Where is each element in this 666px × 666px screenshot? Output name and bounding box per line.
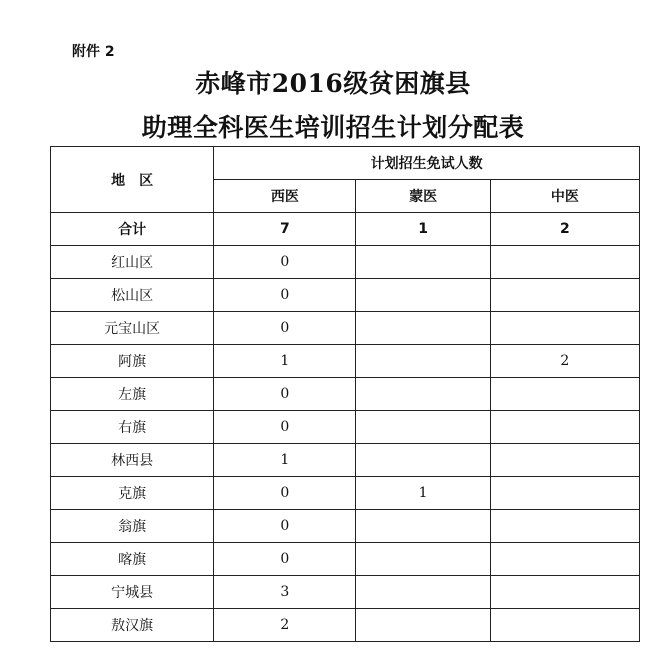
- value-cell: [356, 576, 490, 609]
- value-cell: [490, 576, 639, 609]
- value-cell: 0: [214, 510, 356, 543]
- value-cell: [356, 279, 490, 312]
- document-title-line-1: 赤峰市2016级贫困旗县: [195, 69, 471, 98]
- value-cell: [356, 543, 490, 576]
- value-cell: 1: [356, 477, 490, 510]
- value-cell: [490, 609, 639, 642]
- region-cell: 右旗: [51, 411, 214, 444]
- table-row: [51, 246, 640, 279]
- value-cell: [490, 246, 639, 279]
- value-cell: [356, 378, 490, 411]
- value-cell: 3: [214, 576, 356, 609]
- value-cell: [356, 510, 490, 543]
- column-header-mongolian: 蒙医: [356, 180, 490, 213]
- value-cell: 0: [214, 411, 356, 444]
- value-cell: 0: [214, 477, 356, 510]
- value-cell: [490, 378, 639, 411]
- document-title-line-2: 助理全科医生培训招生计划分配表: [141, 113, 525, 142]
- total-label: 合计: [51, 213, 214, 246]
- attachment-label: 附件 2: [72, 44, 115, 60]
- region-cell: 敖汉旗: [51, 609, 214, 642]
- region-header: 地 区: [51, 147, 214, 213]
- value-cell: [356, 246, 490, 279]
- plan-header: 计划招生免试人数: [214, 147, 640, 180]
- region-cell: 林西县: [51, 444, 214, 477]
- value-cell: 0: [214, 279, 356, 312]
- region-cell: 克旗: [51, 477, 214, 510]
- region-cell: 阿旗: [51, 345, 214, 378]
- value-cell: [490, 510, 639, 543]
- table-row: [51, 510, 640, 543]
- table-row: [51, 576, 640, 609]
- value-cell: [490, 411, 639, 444]
- total-value: 7: [214, 213, 356, 246]
- value-cell: 0: [214, 543, 356, 576]
- table-row: [51, 543, 640, 576]
- region-cell: 喀旗: [51, 543, 214, 576]
- value-cell: 1: [214, 345, 356, 378]
- value-cell: [356, 345, 490, 378]
- region-cell: 元宝山区: [51, 312, 214, 345]
- value-cell: [490, 444, 639, 477]
- value-cell: 1: [214, 444, 356, 477]
- value-cell: 2: [490, 345, 639, 378]
- value-cell: [356, 312, 490, 345]
- table-row: [51, 411, 640, 444]
- allocation-table: [50, 146, 640, 642]
- region-cell: 翁旗: [51, 510, 214, 543]
- column-header-western: 西医: [214, 180, 356, 213]
- value-cell: [356, 609, 490, 642]
- table-row: [51, 609, 640, 642]
- value-cell: 0: [214, 378, 356, 411]
- value-cell: [490, 477, 639, 510]
- table-row: [51, 378, 640, 411]
- value-cell: [356, 411, 490, 444]
- table-row: [51, 279, 640, 312]
- total-value: 2: [490, 213, 639, 246]
- total-value: 1: [356, 213, 490, 246]
- table-header-row: [51, 147, 640, 180]
- region-cell: 宁城县: [51, 576, 214, 609]
- value-cell: [356, 444, 490, 477]
- table-row: [51, 345, 640, 378]
- value-cell: [490, 312, 639, 345]
- column-header-chinese: 中医: [490, 180, 639, 213]
- table-row: [51, 312, 640, 345]
- table-row: [51, 477, 640, 510]
- region-cell: 左旗: [51, 378, 214, 411]
- region-cell: 松山区: [51, 279, 214, 312]
- value-cell: 0: [214, 246, 356, 279]
- value-cell: 2: [214, 609, 356, 642]
- table-total-row: [51, 213, 640, 246]
- value-cell: [490, 279, 639, 312]
- value-cell: [490, 543, 639, 576]
- value-cell: 0: [214, 312, 356, 345]
- table-row: [51, 444, 640, 477]
- region-cell: 红山区: [51, 246, 214, 279]
